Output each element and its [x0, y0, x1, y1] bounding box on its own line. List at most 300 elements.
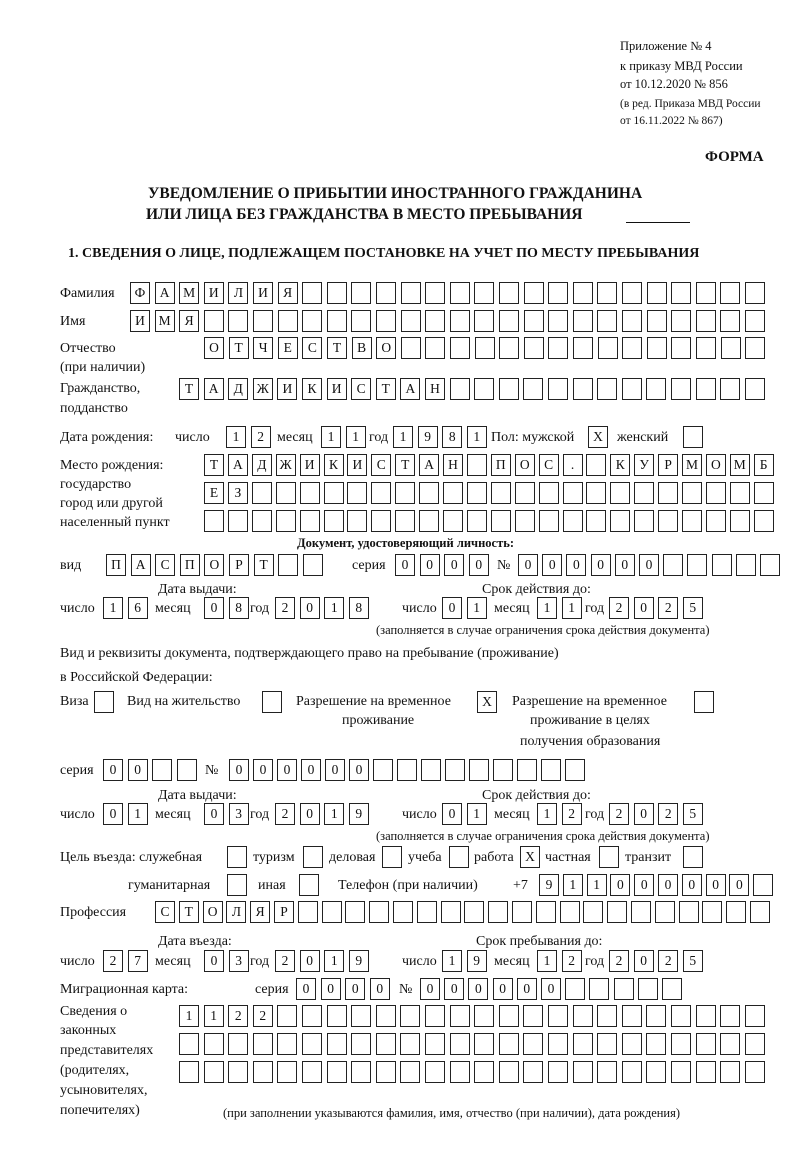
- char-box[interactable]: 0: [615, 554, 635, 576]
- char-box[interactable]: С: [302, 337, 322, 359]
- char-box[interactable]: 0: [682, 874, 702, 896]
- char-box[interactable]: [227, 846, 247, 868]
- char-box[interactable]: [610, 482, 630, 504]
- birth-day-field[interactable]: [226, 426, 275, 448]
- char-box[interactable]: [277, 1005, 297, 1027]
- char-box[interactable]: [450, 282, 470, 304]
- doc-valid-day-field[interactable]: [442, 597, 491, 619]
- char-box[interactable]: [397, 759, 417, 781]
- char-box[interactable]: [720, 282, 740, 304]
- char-box[interactable]: [597, 1033, 617, 1055]
- char-box[interactable]: [303, 846, 323, 868]
- char-box[interactable]: [278, 310, 298, 332]
- char-box[interactable]: 0: [566, 554, 586, 576]
- char-box[interactable]: X: [588, 426, 608, 448]
- char-box[interactable]: О: [204, 337, 224, 359]
- char-box[interactable]: [638, 978, 658, 1000]
- char-box[interactable]: Н: [425, 378, 445, 400]
- char-box[interactable]: [488, 901, 508, 923]
- char-box[interactable]: 0: [634, 950, 654, 972]
- char-box[interactable]: [720, 1005, 740, 1027]
- trp-checkbox[interactable]: [477, 691, 502, 713]
- patronymic-field[interactable]: [204, 337, 770, 359]
- sex-male-checkbox[interactable]: [588, 426, 613, 448]
- char-box[interactable]: Я: [278, 282, 298, 304]
- char-box[interactable]: З: [228, 482, 248, 504]
- char-box[interactable]: [573, 378, 593, 400]
- reps-field-1[interactable]: [179, 1005, 769, 1027]
- char-box[interactable]: 1: [563, 874, 583, 896]
- char-box[interactable]: 0: [518, 554, 538, 576]
- char-box[interactable]: [327, 1061, 347, 1083]
- char-box[interactable]: [467, 510, 487, 532]
- char-box[interactable]: [376, 1033, 396, 1055]
- char-box[interactable]: [298, 901, 318, 923]
- char-box[interactable]: 0: [420, 554, 440, 576]
- char-box[interactable]: [179, 1061, 199, 1083]
- char-box[interactable]: [597, 310, 617, 332]
- char-box[interactable]: 1: [442, 950, 462, 972]
- doc-valid-year-field[interactable]: [609, 597, 707, 619]
- char-box[interactable]: [512, 901, 532, 923]
- profession-field[interactable]: [155, 901, 774, 923]
- char-box[interactable]: [671, 310, 691, 332]
- char-box[interactable]: [597, 282, 617, 304]
- char-box[interactable]: [647, 282, 667, 304]
- reps-field-2[interactable]: [179, 1033, 769, 1055]
- char-box[interactable]: [586, 482, 606, 504]
- citizenship-field[interactable]: [179, 378, 769, 400]
- char-box[interactable]: 0: [204, 803, 224, 825]
- char-box[interactable]: 0: [610, 874, 630, 896]
- char-box[interactable]: [278, 554, 298, 576]
- char-box[interactable]: 9: [467, 950, 487, 972]
- char-box[interactable]: Ф: [130, 282, 150, 304]
- char-box[interactable]: [327, 310, 347, 332]
- char-box[interactable]: 1: [467, 597, 487, 619]
- char-box[interactable]: 0: [395, 554, 415, 576]
- char-box[interactable]: [382, 846, 402, 868]
- purpose-business-checkbox[interactable]: [382, 846, 407, 868]
- char-box[interactable]: [425, 1033, 445, 1055]
- sex-female-checkbox[interactable]: [683, 426, 708, 448]
- purpose-work-checkbox[interactable]: [520, 846, 545, 868]
- char-box[interactable]: 1: [467, 803, 487, 825]
- char-box[interactable]: [499, 282, 519, 304]
- char-box[interactable]: [449, 846, 469, 868]
- char-box[interactable]: [253, 1061, 273, 1083]
- char-box[interactable]: Н: [443, 454, 463, 476]
- char-box[interactable]: [753, 874, 773, 896]
- char-box[interactable]: [228, 1033, 248, 1055]
- char-box[interactable]: 0: [444, 978, 464, 1000]
- char-box[interactable]: Д: [228, 378, 248, 400]
- char-box[interactable]: [573, 1061, 593, 1083]
- char-box[interactable]: [726, 901, 746, 923]
- char-box[interactable]: 2: [251, 426, 271, 448]
- char-box[interactable]: 1: [179, 1005, 199, 1027]
- char-box[interactable]: [671, 282, 691, 304]
- char-box[interactable]: Ж: [253, 378, 273, 400]
- char-box[interactable]: [443, 510, 463, 532]
- char-box[interactable]: 2: [609, 950, 629, 972]
- char-box[interactable]: 0: [591, 554, 611, 576]
- char-box[interactable]: 1: [346, 426, 366, 448]
- char-box[interactable]: О: [203, 901, 223, 923]
- char-box[interactable]: [419, 482, 439, 504]
- char-box[interactable]: С: [371, 454, 391, 476]
- char-box[interactable]: [610, 510, 630, 532]
- char-box[interactable]: [671, 337, 691, 359]
- char-box[interactable]: [499, 310, 519, 332]
- char-box[interactable]: [445, 759, 465, 781]
- stay-valid-year-field[interactable]: [609, 803, 707, 825]
- char-box[interactable]: 0: [277, 759, 297, 781]
- char-box[interactable]: 0: [204, 950, 224, 972]
- char-box[interactable]: [517, 759, 537, 781]
- char-box[interactable]: 0: [301, 759, 321, 781]
- char-box[interactable]: [548, 1061, 568, 1083]
- char-box[interactable]: 0: [229, 759, 249, 781]
- char-box[interactable]: [622, 378, 642, 400]
- char-box[interactable]: [706, 510, 726, 532]
- char-box[interactable]: [351, 310, 371, 332]
- char-box[interactable]: [400, 1061, 420, 1083]
- char-box[interactable]: [539, 482, 559, 504]
- char-box[interactable]: [573, 1033, 593, 1055]
- char-box[interactable]: [720, 1061, 740, 1083]
- char-box[interactable]: [760, 554, 780, 576]
- char-box[interactable]: С: [155, 554, 175, 576]
- char-box[interactable]: [671, 1061, 691, 1083]
- char-box[interactable]: У: [634, 454, 654, 476]
- char-box[interactable]: [631, 901, 651, 923]
- char-box[interactable]: [425, 1061, 445, 1083]
- purpose-service-checkbox[interactable]: [227, 846, 252, 868]
- char-box[interactable]: 5: [683, 803, 703, 825]
- char-box[interactable]: [491, 510, 511, 532]
- trp-education-checkbox[interactable]: [694, 691, 719, 713]
- char-box[interactable]: Т: [376, 378, 396, 400]
- char-box[interactable]: [523, 1005, 543, 1027]
- char-box[interactable]: [474, 378, 494, 400]
- char-box[interactable]: [563, 482, 583, 504]
- residence-permit-checkbox[interactable]: [262, 691, 287, 713]
- char-box[interactable]: [745, 282, 765, 304]
- char-box[interactable]: 0: [517, 978, 537, 1000]
- char-box[interactable]: 1: [393, 426, 413, 448]
- char-box[interactable]: 9: [418, 426, 438, 448]
- char-box[interactable]: 6: [128, 597, 148, 619]
- char-box[interactable]: [474, 1033, 494, 1055]
- char-box[interactable]: [536, 901, 556, 923]
- char-box[interactable]: 2: [658, 597, 678, 619]
- char-box[interactable]: 0: [345, 978, 365, 1000]
- char-box[interactable]: [443, 482, 463, 504]
- char-box[interactable]: [597, 1005, 617, 1027]
- char-box[interactable]: С: [155, 901, 175, 923]
- purpose-private-checkbox[interactable]: [599, 846, 624, 868]
- char-box[interactable]: 1: [324, 950, 344, 972]
- char-box[interactable]: [474, 282, 494, 304]
- char-box[interactable]: [712, 554, 732, 576]
- char-box[interactable]: [302, 1005, 322, 1027]
- char-box[interactable]: [679, 901, 699, 923]
- entry-month-field[interactable]: [204, 950, 253, 972]
- stay-issue-day-field[interactable]: [103, 803, 152, 825]
- char-box[interactable]: [302, 1061, 322, 1083]
- char-box[interactable]: 2: [562, 950, 582, 972]
- char-box[interactable]: 0: [634, 874, 654, 896]
- char-box[interactable]: К: [610, 454, 630, 476]
- char-box[interactable]: [302, 310, 322, 332]
- char-box[interactable]: [754, 482, 774, 504]
- char-box[interactable]: [730, 482, 750, 504]
- char-box[interactable]: [450, 337, 470, 359]
- char-box[interactable]: [683, 426, 703, 448]
- char-box[interactable]: И: [204, 282, 224, 304]
- char-box[interactable]: [687, 554, 707, 576]
- visa-checkbox[interactable]: [94, 691, 119, 713]
- char-box[interactable]: 2: [562, 803, 582, 825]
- char-box[interactable]: [401, 337, 421, 359]
- char-box[interactable]: [252, 482, 272, 504]
- doc-issue-year-field[interactable]: [275, 597, 373, 619]
- char-box[interactable]: [634, 482, 654, 504]
- char-box[interactable]: [560, 901, 580, 923]
- char-box[interactable]: [696, 1005, 716, 1027]
- char-box[interactable]: 5: [683, 597, 703, 619]
- char-box[interactable]: 0: [300, 950, 320, 972]
- char-box[interactable]: А: [419, 454, 439, 476]
- mc-series-field[interactable]: [296, 978, 394, 1000]
- char-box[interactable]: [696, 310, 716, 332]
- doc-number-field[interactable]: [518, 554, 784, 576]
- char-box[interactable]: [425, 1005, 445, 1027]
- char-box[interactable]: 3: [229, 950, 249, 972]
- char-box[interactable]: [441, 901, 461, 923]
- char-box[interactable]: [253, 310, 273, 332]
- char-box[interactable]: О: [706, 454, 726, 476]
- char-box[interactable]: [469, 759, 489, 781]
- char-box[interactable]: И: [347, 454, 367, 476]
- char-box[interactable]: 2: [658, 803, 678, 825]
- char-box[interactable]: [376, 1061, 396, 1083]
- char-box[interactable]: [351, 282, 371, 304]
- char-box[interactable]: 0: [639, 554, 659, 576]
- char-box[interactable]: [302, 1033, 322, 1055]
- char-box[interactable]: [327, 1033, 347, 1055]
- char-box[interactable]: [524, 282, 544, 304]
- char-box[interactable]: [622, 1005, 642, 1027]
- char-box[interactable]: [401, 282, 421, 304]
- char-box[interactable]: 1: [128, 803, 148, 825]
- char-box[interactable]: [573, 310, 593, 332]
- char-box[interactable]: 7: [128, 950, 148, 972]
- char-box[interactable]: [720, 378, 740, 400]
- char-box[interactable]: Ч: [253, 337, 273, 359]
- char-box[interactable]: [347, 510, 367, 532]
- char-box[interactable]: [754, 510, 774, 532]
- char-box[interactable]: [548, 282, 568, 304]
- char-box[interactable]: 1: [562, 597, 582, 619]
- char-box[interactable]: [736, 554, 756, 576]
- char-box[interactable]: [696, 1061, 716, 1083]
- char-box[interactable]: [499, 1061, 519, 1083]
- purpose-tourism-checkbox[interactable]: [303, 846, 328, 868]
- char-box[interactable]: [573, 337, 593, 359]
- char-box[interactable]: [371, 510, 391, 532]
- until-month-field[interactable]: [537, 950, 586, 972]
- birthplace-field-3[interactable]: [204, 510, 778, 532]
- char-box[interactable]: [94, 691, 114, 713]
- char-box[interactable]: [327, 282, 347, 304]
- char-box[interactable]: [253, 1033, 273, 1055]
- char-box[interactable]: [302, 282, 322, 304]
- char-box[interactable]: В: [352, 337, 372, 359]
- char-box[interactable]: [450, 1033, 470, 1055]
- char-box[interactable]: А: [131, 554, 151, 576]
- char-box[interactable]: Л: [228, 282, 248, 304]
- char-box[interactable]: [622, 282, 642, 304]
- char-box[interactable]: [499, 1005, 519, 1027]
- char-box[interactable]: 0: [442, 803, 462, 825]
- char-box[interactable]: [682, 482, 702, 504]
- char-box[interactable]: [682, 510, 702, 532]
- stay-series-field[interactable]: [103, 759, 201, 781]
- char-box[interactable]: 1: [321, 426, 341, 448]
- char-box[interactable]: 0: [325, 759, 345, 781]
- char-box[interactable]: Т: [179, 378, 199, 400]
- char-box[interactable]: [376, 282, 396, 304]
- char-box[interactable]: [204, 310, 224, 332]
- char-box[interactable]: Ж: [276, 454, 296, 476]
- char-box[interactable]: [228, 1061, 248, 1083]
- surname-field[interactable]: [130, 282, 770, 304]
- char-box[interactable]: 0: [444, 554, 464, 576]
- entry-year-field[interactable]: [275, 950, 373, 972]
- char-box[interactable]: [696, 1033, 716, 1055]
- char-box[interactable]: 1: [226, 426, 246, 448]
- char-box[interactable]: Т: [179, 901, 199, 923]
- char-box[interactable]: [499, 337, 519, 359]
- purpose-humanitarian-checkbox[interactable]: [227, 874, 252, 896]
- title-blank-line[interactable]: [626, 222, 690, 223]
- char-box[interactable]: [450, 378, 470, 400]
- char-box[interactable]: 2: [275, 803, 295, 825]
- char-box[interactable]: [393, 901, 413, 923]
- stay-issue-year-field[interactable]: [275, 803, 373, 825]
- stay-issue-month-field[interactable]: [204, 803, 253, 825]
- char-box[interactable]: [750, 901, 770, 923]
- char-box[interactable]: .: [563, 454, 583, 476]
- char-box[interactable]: 8: [442, 426, 462, 448]
- char-box[interactable]: [658, 510, 678, 532]
- char-box[interactable]: А: [228, 454, 248, 476]
- char-box[interactable]: [622, 1061, 642, 1083]
- char-box[interactable]: 0: [103, 803, 123, 825]
- char-box[interactable]: 0: [542, 554, 562, 576]
- birth-month-field[interactable]: [321, 426, 370, 448]
- char-box[interactable]: Т: [204, 454, 224, 476]
- char-box[interactable]: [573, 1005, 593, 1027]
- char-box[interactable]: [745, 1005, 765, 1027]
- char-box[interactable]: [745, 310, 765, 332]
- char-box[interactable]: [395, 482, 415, 504]
- until-day-field[interactable]: [442, 950, 491, 972]
- char-box[interactable]: [720, 1033, 740, 1055]
- char-box[interactable]: Я: [250, 901, 270, 923]
- char-box[interactable]: [327, 1005, 347, 1027]
- char-box[interactable]: [523, 1033, 543, 1055]
- char-box[interactable]: [696, 337, 716, 359]
- char-box[interactable]: 0: [128, 759, 148, 781]
- char-box[interactable]: [614, 978, 634, 1000]
- char-box[interactable]: [696, 378, 716, 400]
- char-box[interactable]: [277, 1033, 297, 1055]
- char-box[interactable]: А: [155, 282, 175, 304]
- char-box[interactable]: 2: [103, 950, 123, 972]
- purpose-other-checkbox[interactable]: [299, 874, 324, 896]
- char-box[interactable]: [475, 337, 495, 359]
- char-box[interactable]: [671, 1005, 691, 1027]
- char-box[interactable]: Л: [226, 901, 246, 923]
- char-box[interactable]: [589, 978, 609, 1000]
- char-box[interactable]: К: [302, 378, 322, 400]
- char-box[interactable]: [276, 510, 296, 532]
- char-box[interactable]: С: [539, 454, 559, 476]
- char-box[interactable]: [597, 378, 617, 400]
- char-box[interactable]: 9: [349, 950, 369, 972]
- char-box[interactable]: [324, 510, 344, 532]
- entry-day-field[interactable]: [103, 950, 152, 972]
- char-box[interactable]: [646, 378, 666, 400]
- char-box[interactable]: И: [253, 282, 273, 304]
- char-box[interactable]: [647, 337, 667, 359]
- char-box[interactable]: П: [106, 554, 126, 576]
- char-box[interactable]: 0: [729, 874, 749, 896]
- char-box[interactable]: 0: [204, 597, 224, 619]
- char-box[interactable]: [419, 510, 439, 532]
- char-box[interactable]: X: [477, 691, 497, 713]
- char-box[interactable]: [277, 1061, 297, 1083]
- char-box[interactable]: [655, 901, 675, 923]
- char-box[interactable]: [152, 759, 172, 781]
- char-box[interactable]: 1: [103, 597, 123, 619]
- char-box[interactable]: [228, 510, 248, 532]
- char-box[interactable]: [371, 482, 391, 504]
- char-box[interactable]: [425, 337, 445, 359]
- char-box[interactable]: [721, 337, 741, 359]
- char-box[interactable]: Т: [327, 337, 347, 359]
- purpose-study-checkbox[interactable]: [449, 846, 474, 868]
- char-box[interactable]: [425, 282, 445, 304]
- char-box[interactable]: [706, 482, 726, 504]
- char-box[interactable]: [683, 846, 703, 868]
- char-box[interactable]: 8: [349, 597, 369, 619]
- char-box[interactable]: 0: [253, 759, 273, 781]
- char-box[interactable]: [345, 901, 365, 923]
- char-box[interactable]: Е: [278, 337, 298, 359]
- char-box[interactable]: [515, 482, 535, 504]
- char-box[interactable]: 1: [324, 597, 344, 619]
- char-box[interactable]: [565, 978, 585, 1000]
- name-field[interactable]: [130, 310, 770, 332]
- purpose-transit-checkbox[interactable]: [683, 846, 708, 868]
- char-box[interactable]: [351, 1033, 371, 1055]
- char-box[interactable]: [622, 310, 642, 332]
- char-box[interactable]: 5: [683, 950, 703, 972]
